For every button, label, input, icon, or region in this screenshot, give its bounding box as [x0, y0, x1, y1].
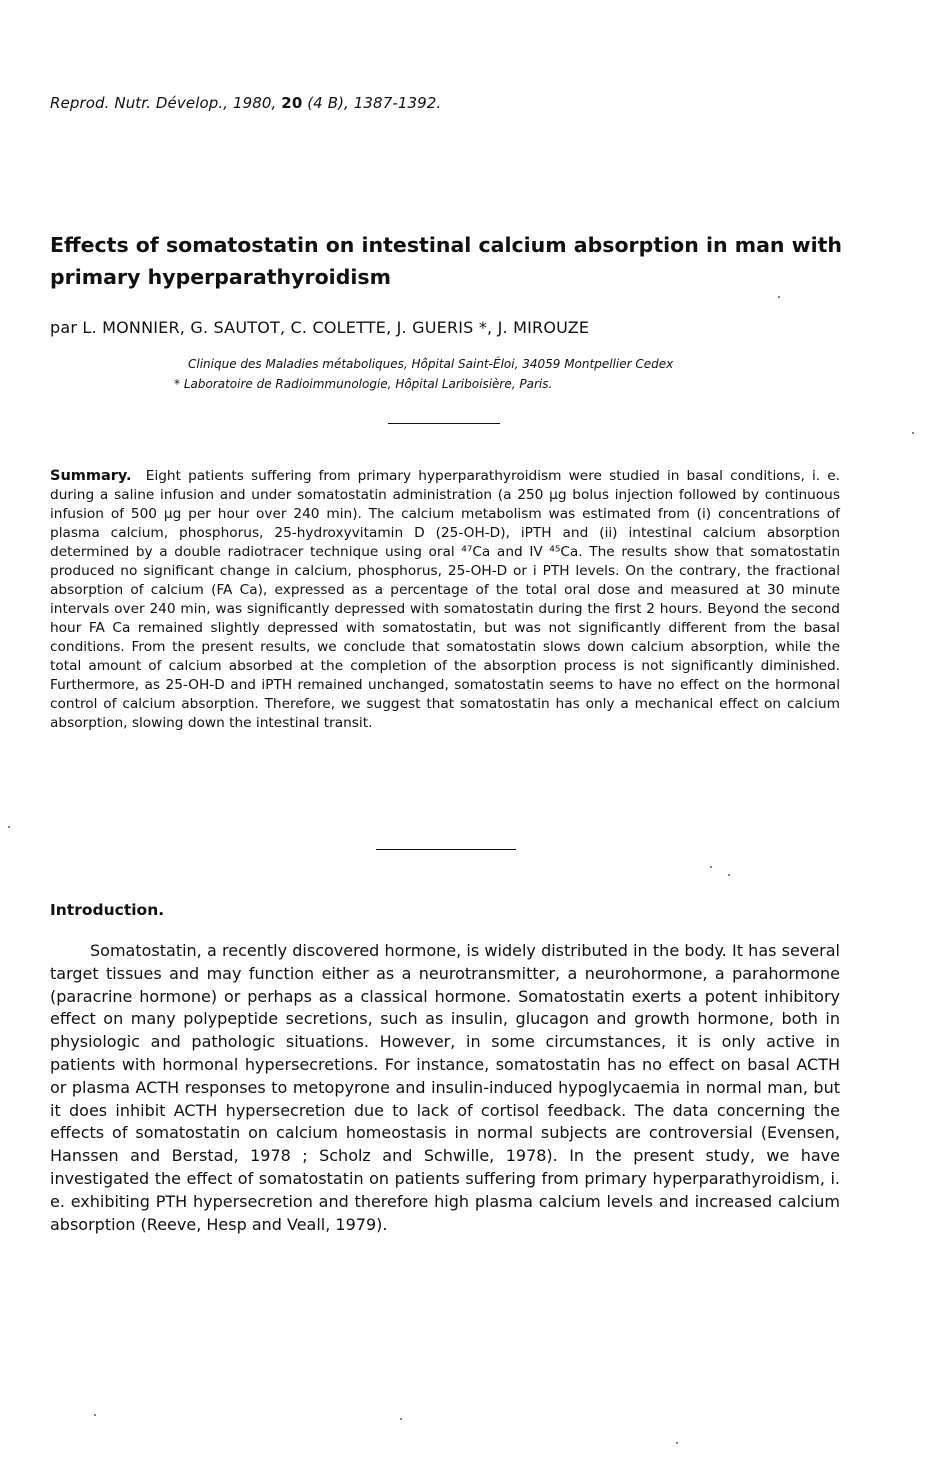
introduction-paragraph: Somatostatin, a recently discovered hormone, is widely distributed in the body. It has several target tissues and may function either as a neurotransmitter, a neurohormone, a parahormone (paracrine hormone) or perhaps as a classical hormone. Somatostatin exerts a potent inhibitory effect on many polypeptide secretions, such as insulin, glucagon and growth hormone, both in physiologic and pathologic situations. However, in some circumstances, it is only active in patients with hormonal hypersecretions. For instance, somatostatin has no effect on basal ACTH or plasma ACTH responses to metopyrone and insulin-induced hypoglycaemia in normal man, but it does inhibit ACTH hypersecretion due to lack of cortisol feedback. The data concerning the effects of somatostatin on calcium homeostasis in normal subjects are controversial (Evensen, Hanssen and Berstad, 1978 ; Scholz and Schwille, 1978). In the present study, we have investigated the effect of somatostatin on patients suffering from primary hyperparathyroidism, i. e. exhibiting PTH hypersecretion and therefore high plasma calcium levels and increased calcium absorption (Reeve, Hesp and Veall, 1979). [50, 941, 840, 1234]
author-list: par L. MONNIER, G. SAUTOT, C. COLETTE, J. GUERIS *, J. MIROUZE [50, 318, 590, 337]
journal-citation [50, 94, 441, 112]
affiliation-primary: Clinique des Maladies métaboliques, Hôpital Saint-Éloi, 34059 Montpellier Cedex [188, 357, 674, 371]
scan-speck [400, 1418, 402, 1420]
scan-speck [676, 1442, 678, 1444]
scan-speck [728, 874, 730, 876]
section-divider-top [388, 423, 500, 424]
introduction-heading: Introduction. [50, 901, 165, 919]
journal-ref-suffix: (4 B), 1387-1392. [302, 94, 442, 112]
scan-speck [778, 296, 780, 298]
article-title: Effects of somatostatin on intestinal calcium absorption in man with primary hyperparathyroidism [50, 233, 843, 289]
scan-speck [94, 1414, 96, 1416]
summary-label: Summary. [50, 468, 132, 484]
section-divider-bottom [376, 849, 516, 850]
summary-paragraph [50, 467, 840, 733]
affiliation-secondary: * Laboratoire de Radioimmunologie, Hôpital Lariboisière, Paris. [174, 377, 553, 391]
scan-speck [710, 866, 712, 868]
scan-speck [912, 432, 914, 434]
journal-volume: 20 [281, 94, 303, 112]
scan-speck [8, 826, 10, 828]
journal-ref-prefix: Reprod. Nutr. Dévelop., 1980, [50, 94, 282, 112]
summary-text: Eight patients suffering from primary hyperparathyroidism were studied in basal conditions, i. e. during a saline infusion and under somatostatin administration (a 250 µg bolus injection followed by continuous infusion of 500 µg per hour over 240 min). The calcium metabolism was estimated from (i) concentrations of plasma calcium, phosphorus, 25-hydroxyvitamin D (25-OH-D), iPTH and (ii) intestinal calcium absorption determined by a double radiotracer technique using oral ⁴⁷Ca and IV ⁴⁵Ca. The results show that somatostatin produced no significant change in calcium, phosphorus, 25-OH-D or i PTH levels. On the contrary, the fractional absorption of calcium (FA Ca), expressed as a percentage of the total oral dose and measured at 30 minute intervals over 240 min, was significantly depressed with somatostatin during the first 2 hours. Beyond the second hour FA Ca remained slightly depressed with somatostatin, but was not significantly different from the basal conditions. From the present results, we conclude that somatostatin slows down calcium absorption, while the total amount of calcium absorbed at the completion of the absorption process is not significantly diminished. Furthermore, as 25-OH-D and iPTH remained unchanged, somatostatin seems to have no effect on the hormonal control of calcium absorption. Therefore, we suggest that somatostatin has only a mechanical effect on calcium absorption, slowing down the intestinal transit. [50, 468, 840, 731]
